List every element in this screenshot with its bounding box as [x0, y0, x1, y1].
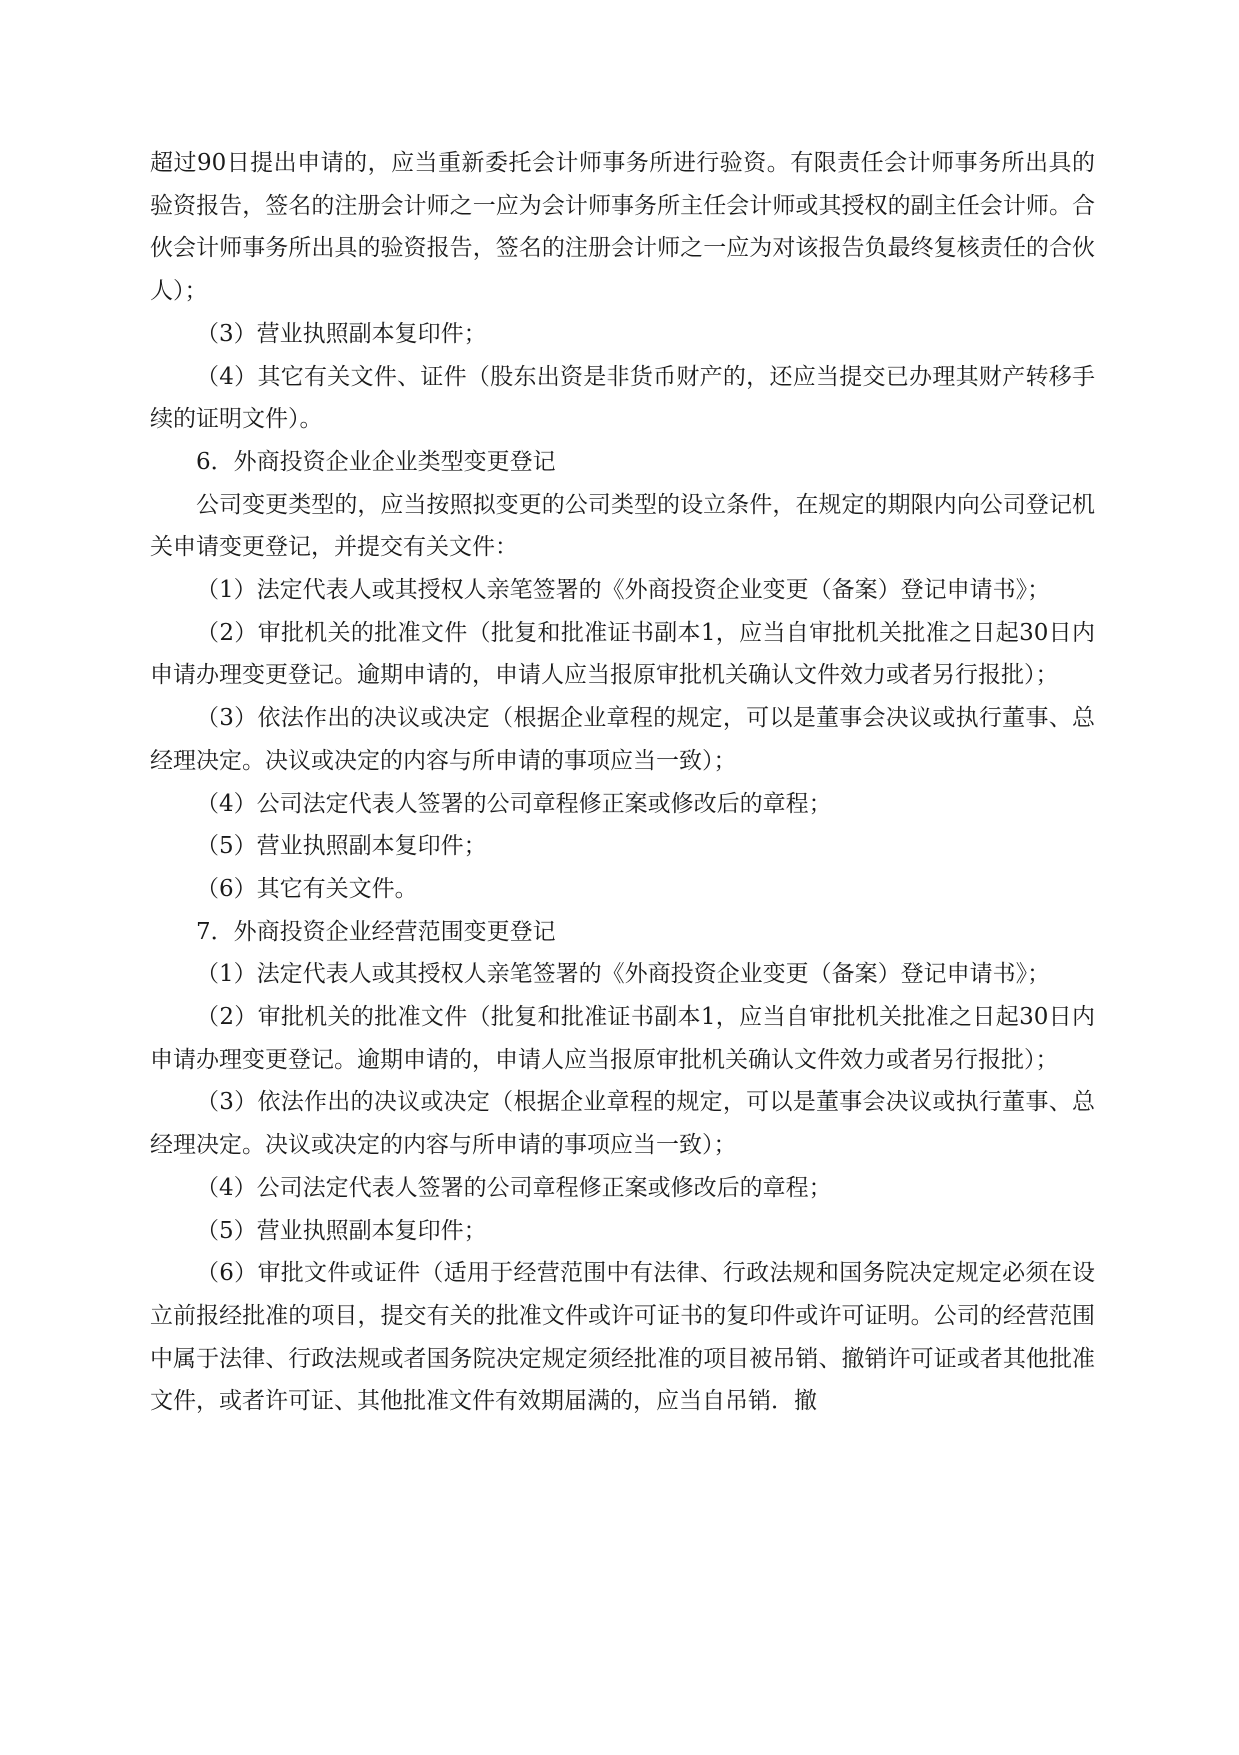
list-item-articles-amendment: （4）公司法定代表人签署的公司章程修正案或修改后的章程； — [196, 1174, 832, 1201]
list-item-articles-amendment: （4）公司法定代表人签署的公司章程修正案或修改后的章程； — [196, 790, 832, 817]
list-item-application-form: （1）法定代表人或其授权人亲笔签署的《外商投资企业变更（备案）登记申请书》； — [196, 577, 1051, 604]
list-item-resolution: （3）依法作出的决议或决定（根据企业章程的规定，可以是董事会决议或执行董事、总经理决定。决议或决定的内容与所申请的事项应当一致）； — [150, 1089, 1095, 1159]
list-item-license-copy: （5）营业执照副本复印件； — [196, 1217, 487, 1244]
section-heading-enterprise-type-change: 6．外商投资企业企业类型变更登记 — [196, 448, 556, 475]
list-item-resolution: （3）依法作出的决议或决定（根据企业章程的规定，可以是董事会决议或执行董事、总经理决定。决议或决定的内容与所申请的事项应当一致）； — [150, 705, 1095, 774]
list-item-application-form: （1）法定代表人或其授权人亲笔签署的《外商投资企业变更（备案）登记申请书》； — [196, 961, 1051, 988]
paragraph-type-change-intro: 公司变更类型的，应当按照拟变更的公司类型的设立条件，在规定的期限内向公司登记机关申请变更登记，并提交有关文件： — [150, 491, 1095, 561]
list-item-approval-documents: （2）审批机关的批准文件（批复和批准证书副本1，应当自审批机关批准之日起30日内申请办理变更登记。逾期申请的，申请人应当报原审批机关确认文件效力或者另行报批）； — [150, 619, 1095, 689]
list-item-approval-documents: （2）审批机关的批准文件（批复和批准证书副本1，应当自审批机关批准之日起30日内申请办理变更登记。逾期申请的，申请人应当报原审批机关确认文件效力或者另行报批）； — [150, 1004, 1095, 1073]
list-item-other-documents: （4）其它有关文件、证件（股东出资是非货币财产的，还应当提交已办理其财产转移手续的证明文件）。 — [150, 363, 1095, 433]
list-item-other-files: （6）其它有关文件。 — [196, 875, 418, 902]
section-heading-business-scope-change: 7．外商投资企业经营范围变更登记 — [196, 918, 556, 945]
document-page — [150, 142, 1095, 1423]
paragraph-continuation: 超过90日提出申请的，应当重新委托会计师事务所进行验资。有限责任会计师事务所出具的验资报告，签名的注册会计师之一应为会计师事务所主任会计师或其授权的副主任会计师。合伙会计师事务所出具的验资报告，签名的注册会计师之一应为对该报告负最终复核责任的合伙人）； — [150, 150, 1095, 305]
list-item-license-copy: （5）营业执照副本复印件； — [196, 833, 487, 860]
list-item-business-license-copy: （3）营业执照副本复印件； — [196, 320, 487, 347]
list-item-approval-certificates: （6）审批文件或证件（适用于经营范围中有法律、行政法规和国务院决定规定必须在设立前报经批准的项目，提交有关的批准文件或许可证书的复印件或许可证明。公司的经营范围中属于法律、行政法规或者国务院决定规定须经批准的项目被吊销、撤销许可证或者其他批准文件，或者许可证、其他批准文件有效期届满的，应当自吊销．撤 — [150, 1260, 1095, 1415]
